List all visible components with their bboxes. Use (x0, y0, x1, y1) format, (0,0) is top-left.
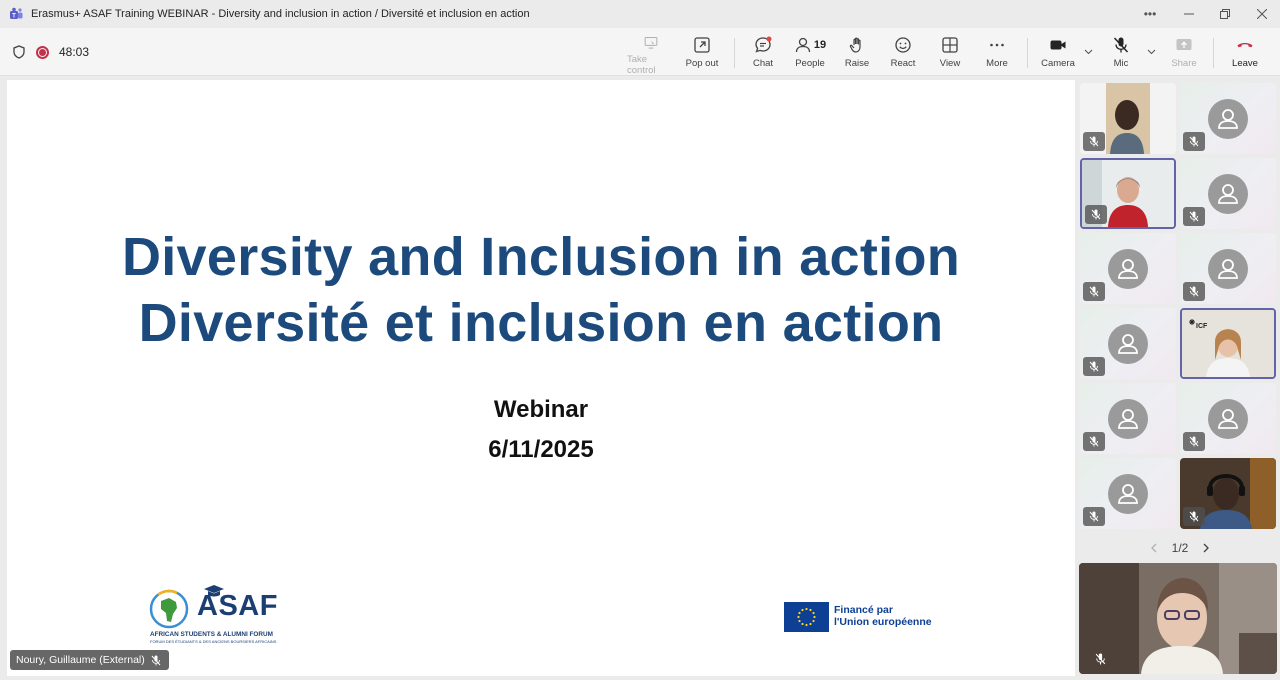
participant-tile[interactable] (1180, 458, 1276, 529)
people-icon (794, 36, 812, 54)
participant-tile[interactable] (1080, 83, 1176, 154)
take-control-button[interactable] (627, 28, 675, 76)
presenter-name-tag (10, 650, 169, 670)
mic-off-icon (1112, 36, 1130, 54)
mic-options-chevron-icon[interactable] (1144, 28, 1158, 76)
mic-off-icon (1183, 432, 1205, 451)
view-label: View (939, 58, 961, 69)
chat-label: Chat (752, 58, 774, 69)
participant-video (1182, 310, 1274, 379)
more-icon (988, 36, 1006, 54)
toolbar-divider (1027, 38, 1028, 68)
eu-flag-icon (784, 602, 829, 632)
asaf-logo-text: ASAF (197, 590, 278, 622)
pop-out-icon (693, 36, 711, 54)
people-label: People (795, 58, 825, 69)
close-icon[interactable] (1244, 0, 1280, 28)
chevron-right-icon[interactable] (1202, 543, 1210, 553)
presenter-name: Noury, Guillaume (External) (16, 654, 145, 666)
more-button[interactable] (973, 28, 1021, 76)
toolbar-divider (1213, 38, 1214, 68)
minimize-icon[interactable] (1171, 0, 1207, 28)
svg-text:ICF: ICF (1196, 323, 1208, 330)
take-control-label: Take control (627, 54, 656, 76)
slide-title-fr: Diversité et inclusion en action (138, 293, 944, 353)
gallery-page: 1/2 (1171, 541, 1189, 555)
mic-label: Mic (1113, 58, 1129, 69)
shield-icon[interactable] (12, 45, 26, 59)
participant-tile[interactable] (1180, 158, 1276, 229)
participant-avatar-icon (1108, 399, 1148, 439)
toolbar-divider (734, 38, 735, 68)
mic-off-icon (1183, 507, 1205, 526)
asaf-tagline: AFRICAN STUDENTS & ALUMNI FORUM (150, 631, 273, 638)
pop-out-label: Pop out (685, 58, 719, 69)
participant-avatar-icon (1208, 249, 1248, 289)
mic-off-icon (1085, 205, 1107, 224)
raise-label: Raise (844, 58, 870, 69)
eu-line-2: l'Union européenne (834, 616, 932, 628)
grid-view-icon (941, 36, 959, 54)
people-button[interactable] (786, 28, 834, 76)
meeting-toolbar (0, 28, 1280, 76)
chevron-left-icon[interactable] (1150, 543, 1158, 553)
recording-icon (36, 46, 49, 59)
shared-slide (7, 80, 1075, 676)
asaf-logo (149, 588, 289, 648)
leave-label: Leave (1232, 58, 1258, 69)
chat-button[interactable] (739, 28, 787, 76)
teams-icon (9, 7, 23, 21)
react-label: React (890, 58, 916, 69)
participant-avatar-icon (1108, 324, 1148, 364)
self-mic-off-icon (1089, 649, 1111, 668)
camera-icon (1049, 36, 1067, 54)
people-count: 19 (813, 39, 827, 51)
mic-off-icon (1183, 282, 1205, 301)
slide-date: 6/11/2025 (488, 436, 594, 463)
smiley-icon (894, 36, 912, 54)
restore-icon[interactable] (1207, 0, 1243, 28)
more-label: More (986, 58, 1008, 69)
participant-tile[interactable] (1080, 383, 1176, 454)
window-title: Erasmus+ ASAF Training WEBINAR - Diversity and inclusion in action / Diversité et inclusion en action (31, 8, 530, 20)
view-button[interactable] (926, 28, 974, 76)
participant-tile[interactable] (1180, 308, 1276, 379)
eu-funding-logo (784, 602, 944, 634)
mic-off-icon (1083, 357, 1105, 376)
ellipsis-icon[interactable]: ••• (1143, 7, 1157, 21)
camera-button[interactable] (1034, 28, 1082, 76)
share-label: Share (1171, 58, 1197, 69)
self-view-video (1079, 563, 1277, 674)
hang-up-icon (1236, 36, 1254, 54)
camera-options-chevron-icon[interactable] (1081, 28, 1095, 76)
asaf-tagline-fr: FORUM DES ÉTUDIANTS & DES ANCIENS BOURSIERS AFRICAINS (150, 639, 277, 644)
eu-line-1: Financé par (834, 604, 893, 616)
slide-title-en: Diversity and Inclusion in action (121, 227, 961, 287)
share-button[interactable] (1160, 28, 1208, 76)
participant-tile[interactable] (1180, 83, 1276, 154)
participant-tile[interactable] (1080, 458, 1176, 529)
participant-avatar-icon (1208, 174, 1248, 214)
participant-avatar-icon (1208, 99, 1248, 139)
camera-label: Camera (1041, 58, 1075, 69)
svg-text:T: T (12, 13, 16, 20)
gallery-pager (1150, 538, 1210, 558)
participant-tile[interactable] (1180, 383, 1276, 454)
title-bar (0, 0, 1280, 28)
mic-off-icon (1083, 282, 1105, 301)
participant-tile[interactable] (1080, 308, 1176, 379)
participant-tile[interactable] (1080, 233, 1176, 304)
react-button[interactable] (879, 28, 927, 76)
mic-off-icon (1083, 132, 1105, 151)
take-control-icon (642, 36, 660, 50)
leave-button[interactable] (1221, 28, 1269, 76)
mic-off-icon (1083, 432, 1105, 451)
participant-avatar-icon (1208, 399, 1248, 439)
mic-off-icon (1083, 507, 1105, 526)
chat-icon (754, 36, 772, 54)
participant-tile[interactable] (1180, 233, 1276, 304)
participant-avatar-icon (1108, 249, 1148, 289)
share-icon (1175, 36, 1193, 54)
participant-avatar-icon (1108, 474, 1148, 514)
mic-button[interactable] (1097, 28, 1145, 76)
raise-hand-button[interactable] (833, 28, 881, 76)
mic-off-icon (1183, 207, 1205, 226)
pop-out-button[interactable] (678, 28, 726, 76)
mic-off-icon (1183, 132, 1205, 151)
participant-tile[interactable] (1080, 158, 1176, 229)
africa-globe-icon (149, 588, 189, 630)
raise-hand-icon (848, 36, 866, 54)
mic-off-icon (151, 655, 161, 666)
meeting-timer: 48:03 (59, 45, 90, 59)
slide-subtitle: Webinar (493, 396, 589, 423)
